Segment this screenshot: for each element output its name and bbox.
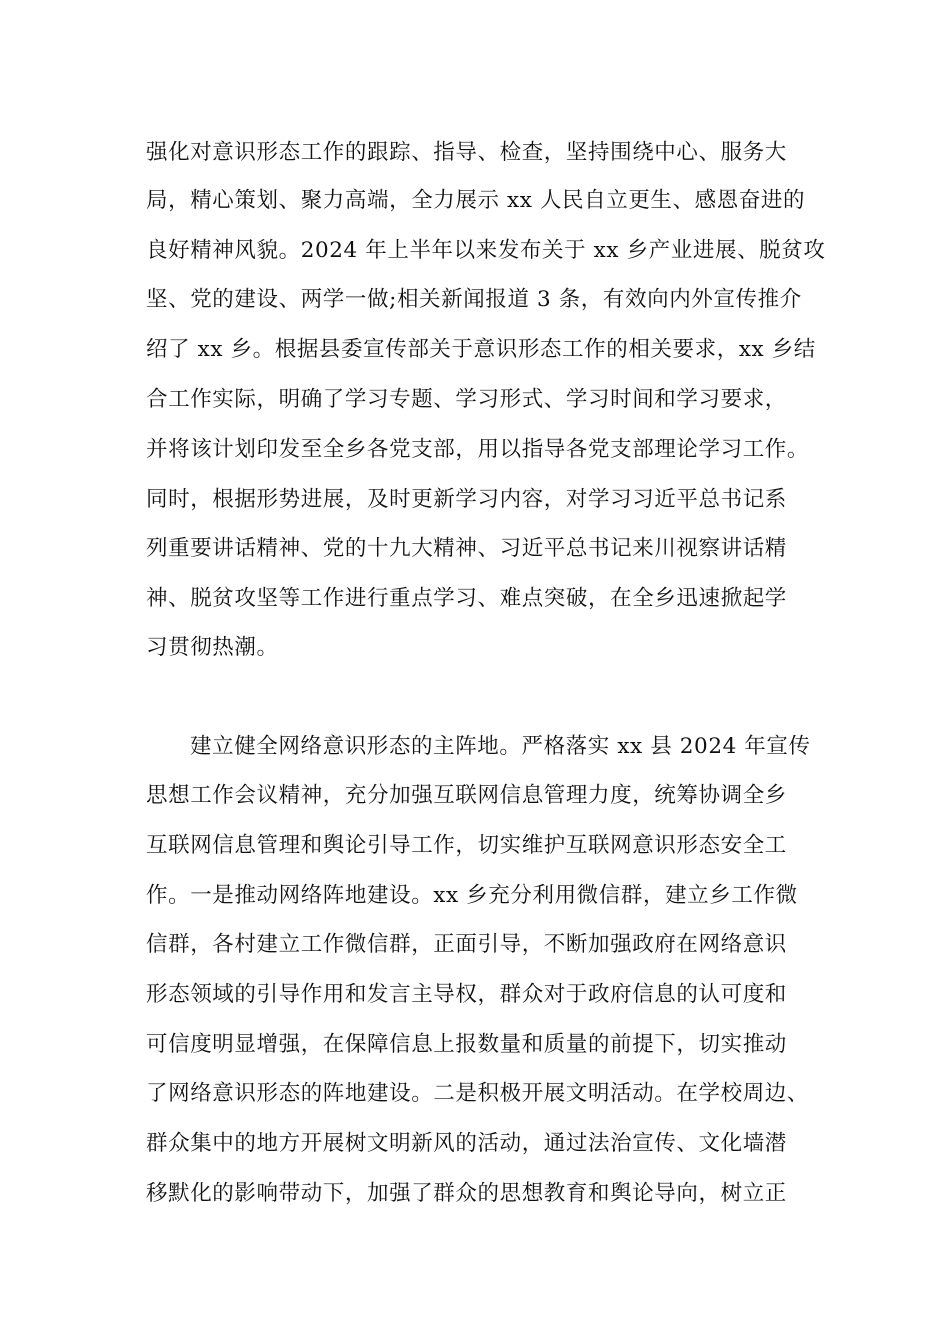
text-line: 互联网信息管理和舆论引导工作，切实维护互联网意识形态安全工 (146, 833, 787, 858)
text-line: 良好精神风貌。2024 年上半年以来发布关于 xx 乡产业进展、脱贫攻 (146, 238, 826, 263)
text-line: 合工作实际，明确了学习专题、学习形式、学习时间和学习要求， (146, 387, 787, 412)
text-line: 坚、党的建设、两学一做;相关新闻报道 3 条，有效向内外宣传推介 (146, 287, 802, 312)
text-line: 同时，根据形势进展，及时更新学习内容，对学习习近平总书记系 (146, 487, 787, 512)
text-line: 局，精心策划、聚力高端，全力展示 xx 人民自立更生、感恩奋进的 (146, 188, 806, 213)
paragraph-first-line: 建立健全网络意识形态的主阵地。严格落实 xx 县 2024 年宣传 (190, 734, 811, 759)
text-line: 神、脱贫攻坚等工作进行重点学习、难点突破，在全乡迅速掀起学 (146, 586, 787, 611)
text-line: 移默化的影响带动下，加强了群众的思想教育和舆论导向，树立正 (146, 1181, 787, 1206)
text-line: 并将该计划印发至全乡各党支部，用以指导各党支部理论学习工作。 (146, 437, 810, 462)
text-line: 绍了 xx 乡。根据县委宣传部关于意识形态工作的相关要求，xx 乡结 (146, 337, 816, 362)
text-line: 群众集中的地方开展树文明新风的活动，通过法治宣传、文化墙潜 (146, 1131, 787, 1156)
text-line: 形态领域的引导作用和发言主导权，群众对于政府信息的认可度和 (146, 982, 787, 1007)
text-line: 信群，各村建立工作微信群，正面引导，不断加强政府在网络意识 (146, 932, 787, 957)
text-line: 作。一是推动网络阵地建设。xx 乡充分利用微信群，建立乡工作微 (146, 883, 798, 908)
text-line: 思想工作会议精神，充分加强互联网信息管理力度，统筹协调全乡 (146, 783, 787, 808)
text-line: 了网络意识形态的阵地建设。二是积极开展文明活动。在学校周边、 (146, 1081, 810, 1106)
text-line: 列重要讲话精神、党的十九大精神、习近平总书记来川视察讲话精 (146, 536, 787, 561)
text-line: 强化对意识形态工作的跟踪、指导、检查，坚持围绕中心、服务大 (146, 140, 787, 165)
text-line: 可信度明显增强，在保障信息上报数量和质量的前提下，切实推动 (146, 1032, 787, 1057)
text-line: 习贯彻热潮。 (146, 635, 279, 660)
